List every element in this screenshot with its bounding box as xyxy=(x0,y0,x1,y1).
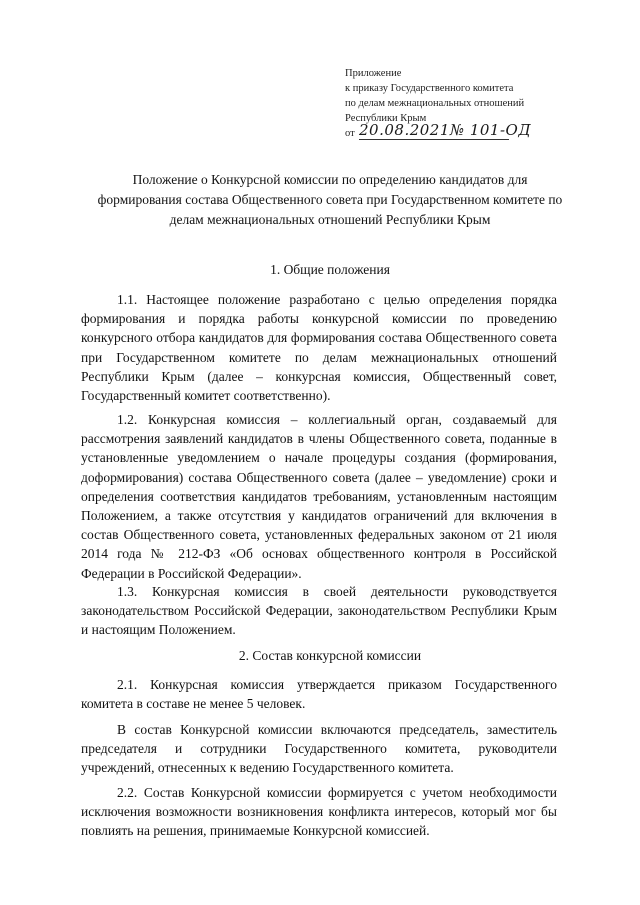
paragraph-2-1-text: 2.1. Конкурсная комиссия утверждается приказом Государственного комитета в составе не менее 5 человек. xyxy=(81,677,557,712)
paragraph-1-3 xyxy=(81,582,557,640)
paragraph-2-1-b-text: В состав Конкурсной комиссии включаются председатель, заместитель председателя и сотрудники Государственного комитета, руководители учреждений, отнесенных к ведению Государственного комитета. xyxy=(81,722,557,776)
annex-date-line xyxy=(345,121,595,144)
document-title xyxy=(70,170,590,230)
paragraph-2-1-b xyxy=(81,720,557,778)
paragraph-1-1 xyxy=(81,290,557,405)
paragraph-1-2-text: 1.2. Конкурсная комиссия – коллегиальный орган, создаваемый для рассмотрения заявлений кандидатов в члены Общественного совета, поданные в установленные уведомлением о начале процедуры создания (формирования, доформирования) состава Общественного совета (далее – уведомление) сроки и определения соответствия кандидатов требованиям, установленным настоящим Положением, а также отсутствия у кандидатов ограничений для включения в состав Общественного совета, установленных федеральных законом от 21 июля 2014 года № 212-ФЗ «Об основах общественного контроля в Российской Федерации в Российской Федерации». xyxy=(81,412,557,581)
date-prefix: от xyxy=(345,128,355,139)
paragraph-1-1-text: 1.1. Настоящее положение разработано с целью определения порядка формирования и порядка работы конкурсной комиссии по проведению конкурсного отбора кандидатов для формирования состава Общественного совета при Государственном комитете по делам межнациональных отношений Республики Крым (далее – конкурсная комиссия, Общественный совет, Государственный комитет соответственно). xyxy=(81,292,557,404)
annex-block xyxy=(345,66,595,144)
paragraph-1-2 xyxy=(81,410,557,583)
annex-line-3: по делам межнациональных отношений xyxy=(345,98,525,109)
title-line-1: Положение о Конкурсной комиссии по определению кандидатов для xyxy=(132,172,528,187)
paragraph-2-2-text: 2.2. Состав Конкурсной комиссии формируется с учетом необходимости исключения возможности возникновения конфликта интересов, который мог бы повлиять на решения, принимаемые Конкурсной комиссией. xyxy=(81,785,557,839)
section-2-heading: 2. Состав конкурсной комиссии xyxy=(238,648,422,663)
title-line-3: делам межнациональных отношений Республики Крым xyxy=(169,212,491,227)
section-1-heading: 1. Общие положения xyxy=(270,262,390,277)
paragraph-2-2 xyxy=(81,783,557,841)
handwritten-date-number: 20.08.2021№ 101-ОД xyxy=(359,121,532,139)
date-underline xyxy=(359,139,509,140)
annex-line-1: Приложение xyxy=(345,68,402,79)
paragraph-2-1 xyxy=(81,675,557,713)
paragraph-1-3-text: 1.3. Конкурсная комиссия в своей деятельности руководствуется законодательством Российской Федерации, законодательством Республики Крым и настоящим Положением. xyxy=(81,584,557,638)
annex-line-4: Республики Крым xyxy=(345,113,427,124)
title-line-2: формирования состава Общественного совета при Государственном комитете по xyxy=(97,192,563,207)
annex-line-2: к приказу Государственного комитета xyxy=(345,83,514,94)
